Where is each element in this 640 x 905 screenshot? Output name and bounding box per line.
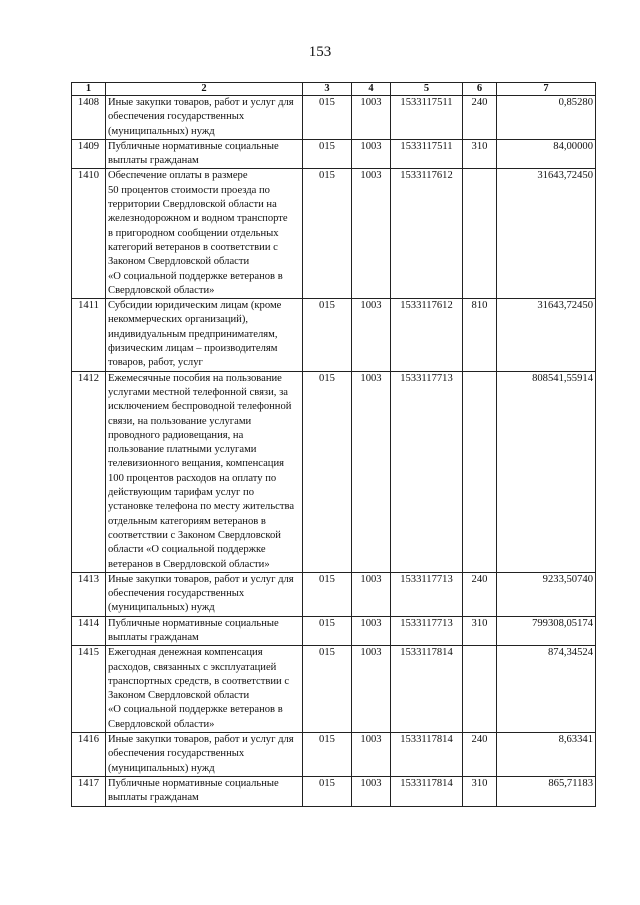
expense-name-line: Публичные нормативные социальные: [108, 140, 279, 152]
expense-name-line: отдельным категориям ветеранов в: [108, 515, 266, 527]
expense-name-cell: [106, 572, 303, 616]
expense-name-cell: [106, 616, 303, 646]
expense-name-line: Публичные нормативные социальные: [108, 617, 279, 629]
expense-name-line: «О социальной поддержке ветеранов в: [108, 270, 283, 282]
ministry-code-cell: 015: [303, 96, 352, 140]
amount-cell: 31643,72450: [497, 169, 596, 299]
expense-name-line: расходов, связанных с эксплуатацией: [108, 661, 277, 673]
amount-cell: 808541,55914: [497, 371, 596, 572]
column-header: 5: [391, 83, 463, 96]
section-code-cell: 1003: [352, 139, 391, 169]
expense-name-line: (муниципальных) нужд: [108, 602, 215, 614]
expense-type-cell: 810: [463, 299, 497, 371]
expense-name-line: связи, на пользование услугами: [108, 415, 252, 427]
table-row: [72, 616, 596, 646]
expense-name-line: соответствии с Законом Свердловской: [108, 529, 281, 541]
ministry-code-cell: 015: [303, 733, 352, 777]
expense-name-cell: [106, 646, 303, 733]
row-number-cell: 1411: [72, 299, 106, 371]
table-row: [72, 733, 596, 777]
section-code-cell: 1003: [352, 572, 391, 616]
expense-name-line: «О социальной поддержке ветеранов в: [108, 704, 283, 716]
expense-name-line: категорий ветеранов в соответствии с: [108, 241, 278, 253]
table-row: [72, 299, 596, 371]
expense-name-line: некоммерческих организаций),: [108, 314, 249, 326]
target-article-cell: 1533117713: [391, 616, 463, 646]
table-body: [72, 96, 596, 807]
expense-name-cell: [106, 96, 303, 140]
expense-name-line: ветеранов в Свердловской области»: [108, 558, 270, 570]
column-header: 1: [72, 83, 106, 96]
expense-name-line: в пригородном сообщении отдельных: [108, 227, 279, 239]
target-article-cell: 1533117713: [391, 572, 463, 616]
amount-cell: 31643,72450: [497, 299, 596, 371]
expense-name-line: действующим тарифам услуг по: [108, 487, 255, 499]
expense-name-line: 50 процентов стоимости проезда по: [108, 184, 270, 196]
row-number-cell: 1415: [72, 646, 106, 733]
table-row: [72, 572, 596, 616]
expense-type-cell: 310: [463, 776, 497, 806]
expense-name-line: телевизионного вещания, компенсация: [108, 458, 285, 470]
expense-name-line: услугами местной телефонной связи, за: [108, 386, 288, 398]
table-row: [72, 646, 596, 733]
budget-table: [71, 82, 596, 807]
target-article-cell: 1533117814: [391, 776, 463, 806]
page-number: 153: [308, 44, 332, 60]
row-number-cell: 1410: [72, 169, 106, 299]
expense-type-cell: [463, 646, 497, 733]
target-article-cell: 1533117511: [391, 96, 463, 140]
expense-name-line: Свердловской области»: [108, 284, 215, 296]
expense-name-line: (муниципальных) нужд: [108, 125, 215, 137]
ministry-code-cell: 015: [303, 299, 352, 371]
column-header: 7: [497, 83, 596, 96]
expense-name-line: Иные закупки товаров, работ и услуг для: [108, 573, 294, 585]
expense-name-line: 100 процентов расходов на оплату по: [108, 472, 277, 484]
expense-name-line: (муниципальных) нужд: [108, 762, 215, 774]
expense-name-line: Законом Свердловской области: [108, 690, 250, 702]
expense-name-line: Иные закупки товаров, работ и услуг для: [108, 97, 294, 108]
table-row: [72, 139, 596, 169]
expense-name-line: проводного радиовещания, на: [108, 429, 244, 441]
table-row: [72, 169, 596, 299]
section-code-cell: 1003: [352, 646, 391, 733]
expense-name-line: выплаты гражданам: [108, 155, 199, 167]
column-header: 4: [352, 83, 391, 96]
row-number-cell: 1417: [72, 776, 106, 806]
expense-name-line: Субсидии юридическим лицам (кроме: [108, 300, 282, 312]
section-code-cell: 1003: [352, 733, 391, 777]
amount-cell: 84,00000: [497, 139, 596, 169]
expense-name-line: выплаты гражданам: [108, 631, 199, 643]
ministry-code-cell: 015: [303, 169, 352, 299]
expense-name-line: Ежегодная денежная компенсация: [108, 647, 263, 659]
expense-type-cell: 240: [463, 96, 497, 140]
expense-name-line: области «О социальной поддержке: [108, 544, 266, 556]
target-article-cell: 1533117713: [391, 371, 463, 572]
ministry-code-cell: 015: [303, 139, 352, 169]
section-code-cell: 1003: [352, 169, 391, 299]
expense-type-cell: [463, 371, 497, 572]
amount-cell: 0,85280: [497, 96, 596, 140]
expense-name-cell: [106, 371, 303, 572]
expense-name-line: Публичные нормативные социальные: [108, 777, 279, 789]
row-number-cell: 1413: [72, 572, 106, 616]
target-article-cell: 1533117612: [391, 169, 463, 299]
amount-cell: 799308,05174: [497, 616, 596, 646]
section-code-cell: 1003: [352, 776, 391, 806]
target-article-cell: 1533117612: [391, 299, 463, 371]
expense-type-cell: 240: [463, 733, 497, 777]
section-code-cell: 1003: [352, 96, 391, 140]
ministry-code-cell: 015: [303, 776, 352, 806]
expense-name-cell: [106, 733, 303, 777]
expense-name-line: установке телефона по месту жительства: [108, 501, 295, 513]
row-number-cell: 1409: [72, 139, 106, 169]
expense-name-line: товаров, работ, услуг: [108, 357, 203, 369]
expense-name-line: индивидуальным предпринимателям,: [108, 328, 278, 340]
table-row: [72, 96, 596, 140]
expense-name-line: Свердловской области»: [108, 718, 215, 730]
expense-type-cell: 310: [463, 139, 497, 169]
expense-name-line: железнодорожном и водном транспорте: [108, 213, 288, 225]
target-article-cell: 1533117814: [391, 646, 463, 733]
expense-name-line: Иные закупки товаров, работ и услуг для: [108, 734, 294, 746]
section-code-cell: 1003: [352, 371, 391, 572]
column-header: 3: [303, 83, 352, 96]
target-article-cell: 1533117511: [391, 139, 463, 169]
ministry-code-cell: 015: [303, 646, 352, 733]
table-header-row: [72, 83, 596, 96]
expense-type-cell: [463, 169, 497, 299]
row-number-cell: 1416: [72, 733, 106, 777]
expense-name-line: обеспечения государственных: [108, 588, 245, 600]
expense-name-line: Ежемесячные пособия на пользование: [108, 372, 282, 384]
expense-name-line: транспортных средств, в соответствии с: [108, 675, 290, 687]
column-header: 2: [106, 83, 303, 96]
amount-cell: 874,34524: [497, 646, 596, 733]
expense-name-line: Обеспечение оплаты в размере: [108, 170, 248, 182]
expense-name-cell: [106, 169, 303, 299]
expense-name-line: физическим лицам – производителям: [108, 343, 278, 355]
row-number-cell: 1408: [72, 96, 106, 140]
expense-name-line: пользование платными услугами: [108, 444, 257, 456]
row-number-cell: 1412: [72, 371, 106, 572]
expense-name-line: обеспечения государственных: [108, 748, 245, 760]
row-number-cell: 1414: [72, 616, 106, 646]
expense-type-cell: 310: [463, 616, 497, 646]
expense-type-cell: 240: [463, 572, 497, 616]
table-row: [72, 776, 596, 806]
section-code-cell: 1003: [352, 299, 391, 371]
expense-name-line: выплаты гражданам: [108, 792, 199, 804]
amount-cell: 8,63341: [497, 733, 596, 777]
expense-name-cell: [106, 776, 303, 806]
expense-name-line: Законом Свердловской области: [108, 256, 250, 268]
expense-name-line: исключением беспроводной телефонной: [108, 401, 292, 413]
ministry-code-cell: 015: [303, 371, 352, 572]
expense-name-cell: [106, 299, 303, 371]
ministry-code-cell: 015: [303, 616, 352, 646]
expense-name-line: обеспечения государственных: [108, 111, 245, 123]
column-header: 6: [463, 83, 497, 96]
section-code-cell: 1003: [352, 616, 391, 646]
amount-cell: 9233,50740: [497, 572, 596, 616]
amount-cell: 865,71183: [497, 776, 596, 806]
target-article-cell: 1533117814: [391, 733, 463, 777]
expense-name-cell: [106, 139, 303, 169]
ministry-code-cell: 015: [303, 572, 352, 616]
expense-name-line: территории Свердловской области на: [108, 199, 277, 211]
table-row: [72, 371, 596, 572]
